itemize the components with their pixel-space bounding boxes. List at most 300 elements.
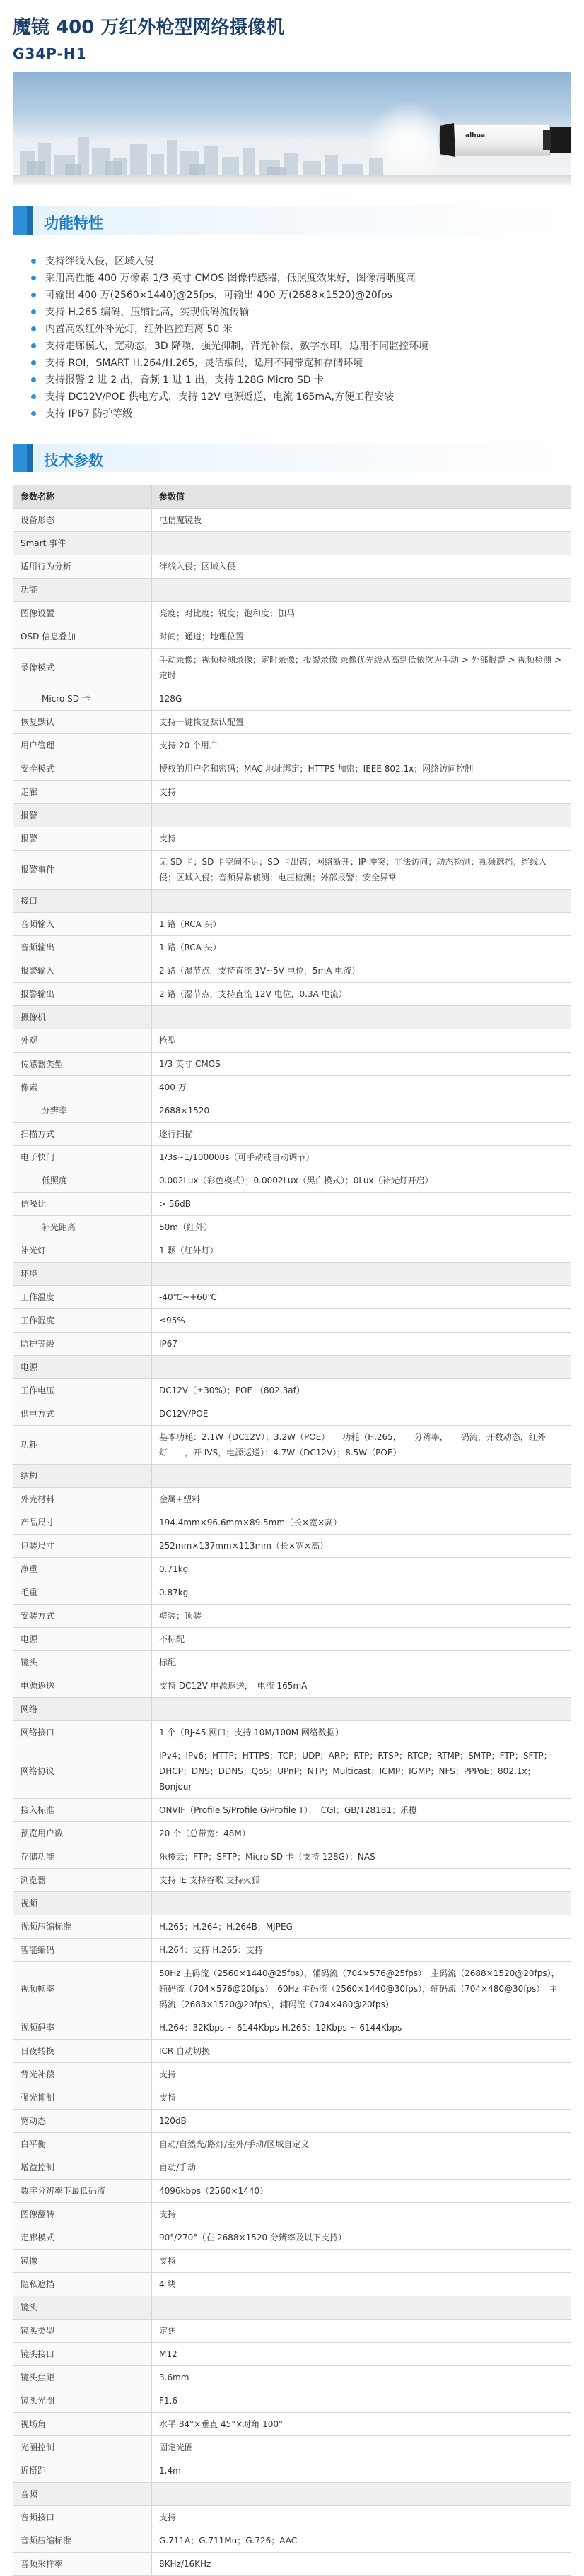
feature-item (31, 372, 571, 389)
spec-param-value (152, 1465, 571, 1488)
spec-param-value: 400 万 (152, 1076, 571, 1099)
spec-param-value (152, 532, 571, 555)
spec-row (13, 2413, 571, 2436)
spec-row (13, 1869, 571, 1892)
spec-row (13, 983, 571, 1006)
spec-param-name: 补光距离 (13, 1216, 152, 1239)
spec-row (13, 1628, 571, 1651)
spec-row (13, 2156, 571, 2180)
spec-param-value: 参数值 (152, 485, 571, 509)
spec-param-value: 支持 (152, 781, 571, 804)
spec-param-name: 网络接口 (13, 1721, 152, 1744)
spec-param-name: 电源 (13, 1628, 152, 1651)
spec-row (13, 2389, 571, 2413)
spec-param-value: 自动/自然光/路灯/室外/手动/区域自定义 (152, 2133, 571, 2156)
feature-item (31, 321, 571, 338)
spec-param-value: 支持 (152, 2086, 571, 2110)
spec-param-name: 防护等级 (13, 1333, 152, 1356)
spec-row (13, 2016, 571, 2040)
spec-row (13, 757, 571, 781)
feature-item (31, 304, 571, 321)
spec-row (13, 1402, 571, 1426)
spec-table-header (13, 485, 571, 509)
spec-param-name: 镜像 (13, 2250, 152, 2273)
spec-param-value: 支持 DC12V 电源返送， 电流 165mA (152, 1674, 571, 1698)
spec-param-name: 报警事件 (13, 851, 152, 890)
spec-param-value: 水平 84°×垂直 45°×对角 100° (152, 2413, 571, 2436)
spec-category-label: 报警 (13, 804, 152, 827)
spec-row (13, 509, 571, 532)
spec-param-value: 亮度；对比度；锐度；饱和度；伽马 (152, 602, 571, 625)
spec-param-name: 扫描方式 (13, 1123, 152, 1146)
spec-param-value: 1 路（RCA 头） (152, 936, 571, 959)
spec-row (13, 936, 571, 959)
spec-row (13, 602, 571, 625)
spec-category-label: 结构 (13, 1465, 152, 1488)
spec-param-value: 支持 IE 支持谷歌 支持火狐 (152, 1869, 571, 1892)
spec-row (13, 2226, 571, 2250)
spec-row (13, 2040, 571, 2063)
spec-row (13, 1146, 571, 1169)
feature-text: 可输出 400 万(2560×1440)@25fps，可输出 400 万(2688×1520)@20fps (45, 290, 392, 301)
bullet-dot-icon (31, 293, 36, 297)
spec-row (13, 1286, 571, 1309)
spec-row (13, 2133, 571, 2156)
spec-param-value: 枪型 (152, 1029, 571, 1053)
spec-param-name: 视频压缩标准 (13, 1915, 152, 1939)
spec-param-name: 白平衡 (13, 2133, 152, 2156)
spec-row (13, 1193, 571, 1216)
spec-param-value: 1/3s~1/100000s（可手动或自动调节） (152, 1146, 571, 1169)
spec-row (13, 1744, 571, 1799)
spec-category-label: 摄像机 (13, 1006, 152, 1029)
spec-param-name: 安全模式 (13, 757, 152, 781)
spec-param-value: 手动录像；视频检测录像；定时录像；报警录像 录像优先级从高到低依次为手动 > 外部报警 > 视频检测 > 定时 (152, 649, 571, 687)
spec-param-value: 50m（红外） (152, 1216, 571, 1239)
spec-row (13, 2110, 571, 2133)
spec-param-value (152, 1006, 571, 1029)
spec-param-value: IPv4；IPv6；HTTP；HTTPS；TCP；UDP；ARP；RTP；RTSP；RTCP；RTMP；SMTP；FTP；SFTP；DHCP；DNS；DDNS；QoS；UPnP；NTP；Multicast；ICMP；IGMP；NFS；PPPoE；802.1x；Bonjour (152, 1744, 571, 1799)
feature-text: 支持报警 2 进 2 出，音频 1 进 1 出，支持 128G Micro SD 卡 (45, 374, 324, 386)
spec-row (13, 1511, 571, 1535)
bullet-dot-icon (31, 411, 36, 416)
spec-param-name: 工作电压 (13, 1379, 152, 1402)
spec-param-name: 分辨率 (13, 1099, 152, 1123)
spec-param-name: 用户管理 (13, 734, 152, 757)
spec-param-name: 走廊 (13, 781, 152, 804)
spec-row (13, 687, 571, 711)
spec-param-value: 20 个（总带宽：48M） (152, 1822, 571, 1845)
product-banner-image (13, 72, 571, 185)
spec-param-name: 图像设置 (13, 602, 152, 625)
spec-param-value: 支持 20 个用户 (152, 734, 571, 757)
spec-param-value: 支持 (152, 2063, 571, 2086)
spec-param-value: 1 个（RJ-45 网口；支持 10M/100M 网络数据） (152, 1721, 571, 1744)
spec-param-name: 图像翻转 (13, 2203, 152, 2226)
spec-param-value (152, 2296, 571, 2320)
spec-param-value: 252mm×137mm×113mm（长×宽×高） (152, 1535, 571, 1558)
spec-category-label: 视频 (13, 1892, 152, 1915)
spec-param-value: H.264：支持 H.265：支持 (152, 1939, 571, 1962)
spec-param-name: 音频输出 (13, 936, 152, 959)
spec-row (13, 711, 571, 734)
spec-row (13, 2553, 571, 2576)
spec-param-value: -40℃~+60℃ (152, 1286, 571, 1309)
spec-param-value: 无 SD 卡；SD 卡空间不足；SD 卡出错；网络断开；IP 冲突；非法访问；动态检测；视频遮挡；绊线入侵；区域入侵；音频异常侦测；电压检测；外部报警；安全异常 (152, 851, 571, 890)
spec-param-value: H.264：32Kbps ~ 6144Kbps H.265：12Kbps ~ 6144Kbps (152, 2016, 571, 2040)
section-bar-icon (13, 206, 33, 235)
spec-param-name: 音频输入 (13, 913, 152, 936)
spec-param-value: 乐橙云；FTP；SFTP；Micro SD 卡（支持 128G）；NAS (152, 1845, 571, 1869)
spec-param-name: 产品尺寸 (13, 1511, 152, 1535)
spec-param-value: 90°/270°（在 2688×1520 分辨率及以下支持） (152, 2226, 571, 2250)
spec-param-name: 参数名称 (13, 485, 152, 509)
datasheet-header (0, 0, 584, 62)
feature-item (31, 253, 571, 270)
feature-item (31, 270, 571, 287)
spec-param-value: 电信魔镜版 (152, 509, 571, 532)
spec-param-name: 恢复默认 (13, 711, 152, 734)
spec-param-name: 功耗 (13, 1426, 152, 1465)
spec-row (13, 851, 571, 890)
spec-category-row (13, 2483, 571, 2506)
spec-param-name: 包装尺寸 (13, 1535, 152, 1558)
spec-param-name: Micro SD 卡 (13, 687, 152, 711)
spec-param-name: 增益控制 (13, 2156, 152, 2180)
spec-row (13, 1169, 571, 1193)
spec-row (13, 1721, 571, 1744)
spec-param-name: 音频采样率 (13, 2553, 152, 2576)
spec-param-name: 视频码率 (13, 2016, 152, 2040)
spec-row (13, 1029, 571, 1053)
spec-param-name: 低照度 (13, 1169, 152, 1193)
spec-param-value (152, 890, 571, 913)
spec-param-value: 4 块 (152, 2273, 571, 2296)
spec-param-value: 支持一键恢复默认配置 (152, 711, 571, 734)
feature-text: 支持 ROI，SMART H.264/H.265，灵活编码，适用不同带宽和存储环境 (45, 358, 363, 369)
banner-road (13, 175, 571, 185)
spec-category-row (13, 1892, 571, 1915)
spec-param-value: 194.4mm×96.6mm×89.5mm（长×宽×高） (152, 1511, 571, 1535)
spec-param-name: 视场角 (13, 2413, 152, 2436)
feature-text: 支持 IP67 防护等级 (45, 408, 133, 420)
bullet-dot-icon (31, 343, 36, 348)
spec-table (13, 485, 571, 2576)
spec-row (13, 625, 571, 649)
spec-param-name: 工作温度 (13, 1286, 152, 1309)
feature-item (31, 355, 571, 372)
feature-item (31, 406, 571, 423)
product-model: G34P-H1 (13, 45, 87, 62)
spec-category-row (13, 1698, 571, 1721)
spec-param-name: 数字分辨率下最低码流 (13, 2180, 152, 2203)
spec-param-value: DC12V/POE (152, 1402, 571, 1426)
spec-category-label: 网络 (13, 1698, 152, 1721)
spec-param-value: IP67 (152, 1333, 571, 1356)
spec-param-name: 强光抑制 (13, 2086, 152, 2110)
spec-param-value: 逐行扫描 (152, 1123, 571, 1146)
spec-param-name: 设备形态 (13, 509, 152, 532)
spec-param-name: 传感器类型 (13, 1053, 152, 1076)
spec-param-value: 2 路（湿节点，支持直流 12V 电位，0.3A 电流） (152, 983, 571, 1006)
spec-section-title: 技术参数 (44, 452, 103, 469)
spec-category-label: 功能 (13, 579, 152, 602)
bullet-dot-icon (31, 394, 36, 399)
spec-row (13, 1674, 571, 1698)
spec-param-name: 近摄距 (13, 2459, 152, 2483)
spec-param-value: 50Hz 主码流（2560×1440@25fps），辅码流（704×576@25fps） 主码流（2688×1520@20fps），辅码流（704×576@20fps） 60Hz 主码流（2560×1440@30fps），辅码流（704×480@30fps） 主码流（2688×1520@20fps），辅码流（704×480@20fps） (152, 1962, 571, 2016)
spec-row (13, 555, 571, 579)
spec-category-row (13, 1006, 571, 1029)
spec-param-value: 定焦 (152, 2320, 571, 2343)
spec-param-name: 浏览器 (13, 1869, 152, 1892)
spec-param-name: 隐私遮挡 (13, 2273, 152, 2296)
spec-param-name: 报警 (13, 827, 152, 851)
spec-param-value (152, 2483, 571, 2506)
spec-param-value: > 56dB (152, 1193, 571, 1216)
spec-param-name: 报警输入 (13, 959, 152, 983)
spec-param-name: OSD 信息叠加 (13, 625, 152, 649)
spec-param-value: 授权的用户名和密码；MAC 地址绑定；HTTPS 加密；IEEE 802.1x；网络访问控制 (152, 757, 571, 781)
spec-category-row (13, 804, 571, 827)
spec-category-row (13, 1465, 571, 1488)
spec-category-row (13, 532, 571, 555)
spec-row (13, 1426, 571, 1465)
feature-text: 支持走廊模式，宽动态，3D 降噪，强光抑制，背光补偿，数字水印，适用不同监控环境 (45, 341, 429, 352)
spec-param-value: 0.87kg (152, 1581, 571, 1605)
spec-row (13, 913, 571, 936)
spec-param-value (152, 1263, 571, 1286)
spec-param-value: ICR 自动切换 (152, 2040, 571, 2063)
spec-param-value: 壁装；顶装 (152, 1605, 571, 1628)
spec-param-name: 录像模式 (13, 649, 152, 687)
spec-param-name: 镜头类型 (13, 2320, 152, 2343)
spec-row (13, 2250, 571, 2273)
spec-row (13, 959, 571, 983)
spec-param-name: 像素 (13, 1076, 152, 1099)
spec-row (13, 1799, 571, 1822)
spec-param-name: 背光补偿 (13, 2063, 152, 2086)
feature-item (31, 389, 571, 406)
spec-category-row (13, 890, 571, 913)
spec-row (13, 2203, 571, 2226)
spec-param-value: 标配 (152, 1651, 571, 1674)
spec-row (13, 1123, 571, 1146)
spec-param-value (152, 804, 571, 827)
spec-param-name: 日夜转换 (13, 2040, 152, 2063)
spec-category-label: 音频 (13, 2483, 152, 2506)
spec-param-value: 2 路（湿节点，支持直流 3V~5V 电位，5mA 电流） (152, 959, 571, 983)
spec-param-name: 补光灯 (13, 1239, 152, 1263)
spec-param-value: 2688×1520 (152, 1099, 571, 1123)
spec-row (13, 2459, 571, 2483)
spec-row (13, 1379, 571, 1402)
spec-row (13, 1915, 571, 1939)
spec-category-label: Smart 事件 (13, 532, 152, 555)
spec-category-label: 镜头 (13, 2296, 152, 2320)
spec-param-name: 走廊模式 (13, 2226, 152, 2250)
features-list (31, 253, 571, 423)
spec-row (13, 827, 571, 851)
spec-row (13, 1581, 571, 1605)
spec-param-name: 网络协议 (13, 1744, 152, 1799)
spec-param-value: 支持 (152, 2250, 571, 2273)
spec-row (13, 1651, 571, 1674)
spec-row (13, 2086, 571, 2110)
spec-category-row (13, 579, 571, 602)
spec-row (13, 2180, 571, 2203)
spec-param-value: 时间；通道；地理位置 (152, 625, 571, 649)
spec-param-name: 接入标准 (13, 1799, 152, 1822)
spec-row (13, 1333, 571, 1356)
spec-row (13, 781, 571, 804)
spec-row (13, 1216, 571, 1239)
spec-row (13, 2320, 571, 2343)
spec-param-value: 支持 (152, 2203, 571, 2226)
spec-row (13, 2506, 571, 2529)
spec-param-name: 宽动态 (13, 2110, 152, 2133)
section-bar-icon (13, 444, 33, 472)
spec-param-value: G.711A；G.711Mu；G.726；AAC (152, 2529, 571, 2553)
spec-row (13, 1939, 571, 1962)
bullet-dot-icon (31, 377, 36, 382)
spec-param-value (152, 579, 571, 602)
spec-row (13, 1822, 571, 1845)
spec-param-value: 基本功耗：2.1W（DC12V）；3.2W（POE） 功耗（H.265， 分辨率， 码流，开数动态，红外灯 ，开 IVS，电源返送）：4.7W（DC12V）；8.5W（POE） (152, 1426, 571, 1465)
spec-param-name: 毛重 (13, 1581, 152, 1605)
feature-item (31, 338, 571, 355)
spec-row (13, 2063, 571, 2086)
spec-param-value: 120dB (152, 2110, 571, 2133)
banner-brand-text: alhua (465, 132, 486, 139)
feature-text: 支持 H.265 编码，压缩比高，实现低码流传输 (45, 307, 250, 318)
spec-param-name: 净重 (13, 1558, 152, 1581)
spec-param-value: 1 颗（红外灯） (152, 1239, 571, 1263)
spec-row (13, 1845, 571, 1869)
spec-param-value: 1 路（RCA 头） (152, 913, 571, 936)
spec-param-value: 不标配 (152, 1628, 571, 1651)
spec-param-value: 8KHz/16KHz (152, 2553, 571, 2576)
spec-category-label: 环境 (13, 1263, 152, 1286)
spec-param-value: 绊线入侵；区域入侵 (152, 555, 571, 579)
spec-param-name: 音频压缩标准 (13, 2529, 152, 2553)
feature-text: 支持绊线入侵，区域入侵 (45, 256, 154, 267)
feature-text: 支持 DC12V/POE 供电方式，支持 12V 电源返送，电流 165mA,方便工程安装 (45, 391, 394, 403)
spec-param-value: 支持 (152, 827, 571, 851)
spec-row (13, 1239, 571, 1263)
spec-param-name: 镜头接口 (13, 2343, 152, 2366)
spec-param-value: DC12V（±30%）；POE （802.3af） (152, 1379, 571, 1402)
spec-param-value: ONVIF（Profile S/Profile G/Profile T）； CGI；GB/T28181；乐橙 (152, 1799, 571, 1822)
spec-param-name: 光圈控制 (13, 2436, 152, 2459)
spec-param-name: 存储功能 (13, 1845, 152, 1869)
spec-row (13, 1558, 571, 1581)
spec-param-name: 镜头光圈 (13, 2389, 152, 2413)
spec-param-value: 0.002Lux（彩色模式）；0.0002Lux（黑白模式）；0Lux（补光灯开启） (152, 1169, 571, 1193)
spec-param-value: F1.6 (152, 2389, 571, 2413)
spec-param-name: 安装方式 (13, 1605, 152, 1628)
spec-row (13, 2529, 571, 2553)
spec-category-row (13, 1356, 571, 1379)
feature-text: 采用高性能 400 万像素 1/3 英寸 CMOS 图像传感器，低照度效果好，图像清晰度高 (45, 273, 416, 284)
spec-param-value: 固定光圈 (152, 2436, 571, 2459)
bullet-dot-icon (31, 360, 36, 365)
spec-param-value (152, 1356, 571, 1379)
spec-param-value: 4096kbps（2560×1440） (152, 2180, 571, 2203)
spec-row (13, 734, 571, 757)
spec-param-name: 预览用户数 (13, 1822, 152, 1845)
spec-param-name: 电源返送 (13, 1674, 152, 1698)
spec-param-value: 自动/手动 (152, 2156, 571, 2180)
spec-row (13, 1076, 571, 1099)
spec-row (13, 2366, 571, 2389)
spec-param-value: M12 (152, 2343, 571, 2366)
spec-row (13, 1535, 571, 1558)
bullet-camera-illustration (437, 120, 571, 160)
spec-row (13, 1605, 571, 1628)
spec-row (13, 2343, 571, 2366)
spec-param-value: 1.4m (152, 2459, 571, 2483)
spec-param-name: 外壳材料 (13, 1488, 152, 1511)
spec-param-name: 报警输出 (13, 983, 152, 1006)
spec-param-value: 0.71kg (152, 1558, 571, 1581)
spec-category-row (13, 1263, 571, 1286)
spec-category-label: 接口 (13, 890, 152, 913)
spec-param-name: 工作湿度 (13, 1309, 152, 1333)
spec-row (13, 1488, 571, 1511)
spec-param-name: 智能编码 (13, 1939, 152, 1962)
spec-category-row (13, 2296, 571, 2320)
features-section-title: 功能特性 (44, 215, 103, 232)
spec-param-name: 外观 (13, 1029, 152, 1053)
features-section-header (13, 206, 571, 235)
product-title: 魔镜 400 万红外枪型网络摄像机 (13, 17, 285, 38)
spec-param-name: 信噪比 (13, 1193, 152, 1216)
spec-row (13, 1053, 571, 1076)
spec-param-value (152, 1892, 571, 1915)
spec-param-name: 供电方式 (13, 1402, 152, 1426)
spec-param-name: 镜头焦距 (13, 2366, 152, 2389)
spec-param-value: H.265；H.264；H.264B；MJPEG (152, 1915, 571, 1939)
spec-param-value: 3.6mm (152, 2366, 571, 2389)
bullet-dot-icon (31, 326, 36, 331)
spec-param-name: 适用行为分析 (13, 555, 152, 579)
spec-param-name: 镜头 (13, 1651, 152, 1674)
bullet-dot-icon (31, 276, 36, 280)
spec-row (13, 1099, 571, 1123)
spec-param-value: 128G (152, 687, 571, 711)
spec-row (13, 2273, 571, 2296)
spec-row (13, 1962, 571, 2016)
feature-text: 内置高效红外补光灯，红外监控距离 50 米 (45, 324, 233, 335)
spec-category-label: 电源 (13, 1356, 152, 1379)
spec-param-value: 支持 (152, 2506, 571, 2529)
spec-section-header (13, 444, 571, 472)
spec-param-value: 金属+塑料 (152, 1488, 571, 1511)
feature-item (31, 287, 571, 304)
spec-param-value: 1/3 英寸 CMOS (152, 1053, 571, 1076)
spec-row (13, 2436, 571, 2459)
spec-param-value (152, 1698, 571, 1721)
spec-param-name: 视频帧率 (13, 1962, 152, 2016)
spec-row (13, 1309, 571, 1333)
bullet-dot-icon (31, 309, 36, 314)
spec-row (13, 649, 571, 687)
spec-param-name: 电子快门 (13, 1146, 152, 1169)
spec-param-name: 音频接口 (13, 2506, 152, 2529)
bullet-dot-icon (31, 259, 36, 264)
spec-param-value: ≤95% (152, 1309, 571, 1333)
